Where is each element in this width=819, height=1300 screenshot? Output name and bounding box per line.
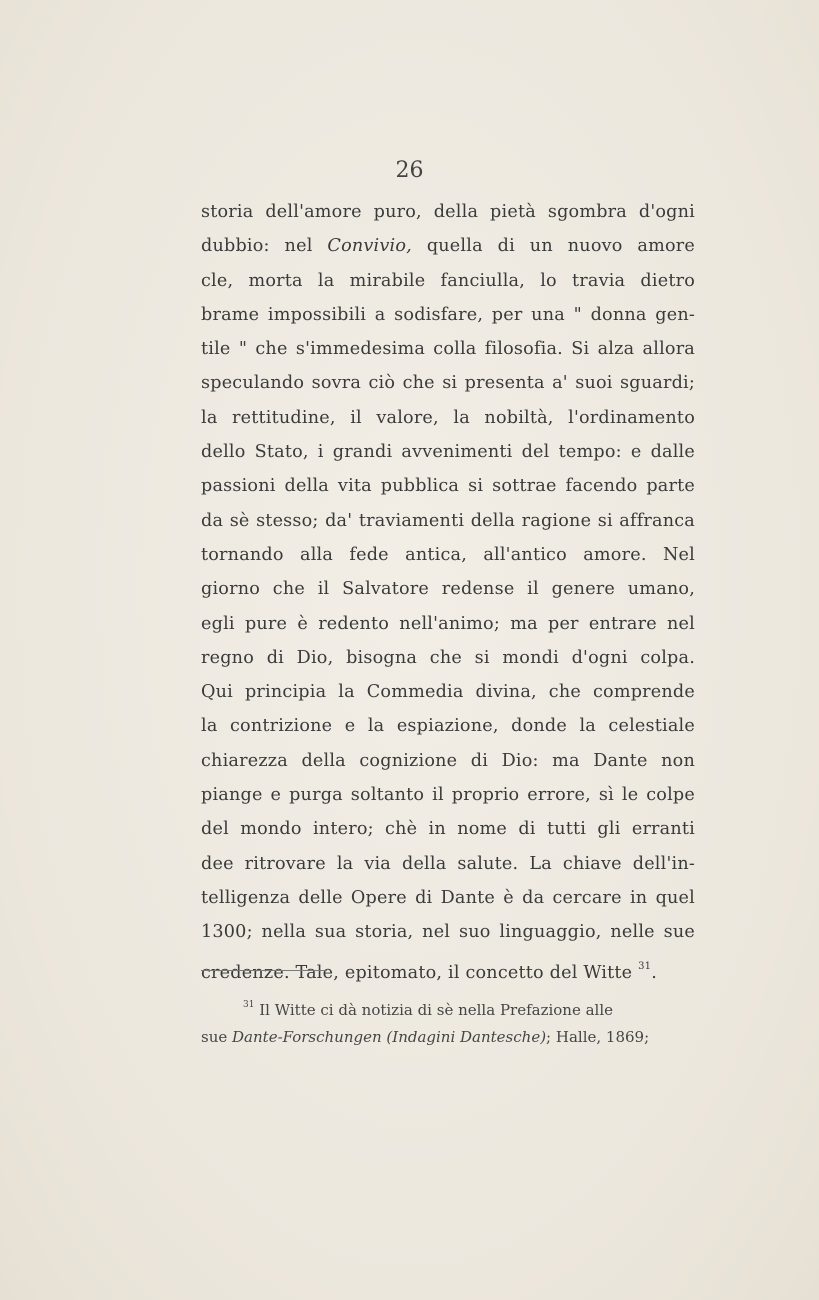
page-number: 26 [395,158,424,183]
text-line: passioni della vita pubblica si sottrae facendo parte [201,476,695,497]
text-line: egli pure è redento nell'animo; ma per entrare nel [201,613,695,634]
text-line: storia dell'amore puro, della pietà sgombra d'ogni [201,202,695,222]
text-line: tile " che s'immedesima colla filosofia. Si alza allora [201,339,695,360]
text-line: la rettitudine, il valore, la nobiltà, l'ordinamento [201,407,695,428]
footnote-line: $^{31}$ Il Witte ci dà notizia di sè nella Prefazione alle [243,1000,614,1019]
text-line: del mondo intero; chè in nome di tutti gli erranti [201,819,695,840]
text-line: dubbio: nel Convivio, quella di un nuovo amore [201,236,696,257]
main-text [201,195,695,984]
text-line: credenze. Tale, epitomato, il concetto del Witte $^{31}$. [201,960,657,983]
footnote-line: sue Dante-Forschungen (Indagini Dantesche); Halle, 1869; [201,1028,650,1046]
text-line: giorno che il Salvatore redense il genere umano, [201,579,695,600]
footnote [201,992,695,1051]
text-line: tornando alla fede antica, all'antico amore. Nel [201,544,695,565]
text-line: 1300; nella sua storia, nel suo linguaggio, nelle sue [201,922,695,943]
text-line: cle, morta la mirabile fanciulla, lo travia dietro [201,270,695,291]
footnote-reference[interactable]: 31 [638,960,652,972]
footnote-divider [201,970,327,971]
text-line: da sè stesso; da' traviamenti della ragione si affranca [201,510,695,531]
footnote-marker: 31 [243,1000,255,1010]
text-line: Qui principia la Commedia divina, che comprende [201,682,695,703]
text-line: brame impossibili a sodisfare, per una " donna gen- [201,304,695,325]
text-line: la contrizione e la espiazione, donde la celestiale [201,716,695,737]
text-line: dello Stato, i grandi avvenimenti del tempo: e dalle [201,442,695,463]
text-line: piange e purga soltanto il proprio errore, sì le colpe [201,785,695,806]
italic-title: Convivio, [327,236,412,257]
italic-title: Dante-Forschungen (Indagini Dantesche) [232,1028,547,1046]
text-line: regno di Dio, bisogna che si mondi d'ogni colpa. [201,647,695,668]
text-line: chiarezza della cognizione di Dio: ma Dante non [201,750,695,771]
text-line: telligenza delle Opere di Dante è da cercare in quel [201,887,695,908]
text-line: dee ritrovare la via della salute. La chiave dell'in- [201,853,695,874]
text-line: speculando sovra ciò che si presenta a' suoi sguardi; [201,373,695,394]
